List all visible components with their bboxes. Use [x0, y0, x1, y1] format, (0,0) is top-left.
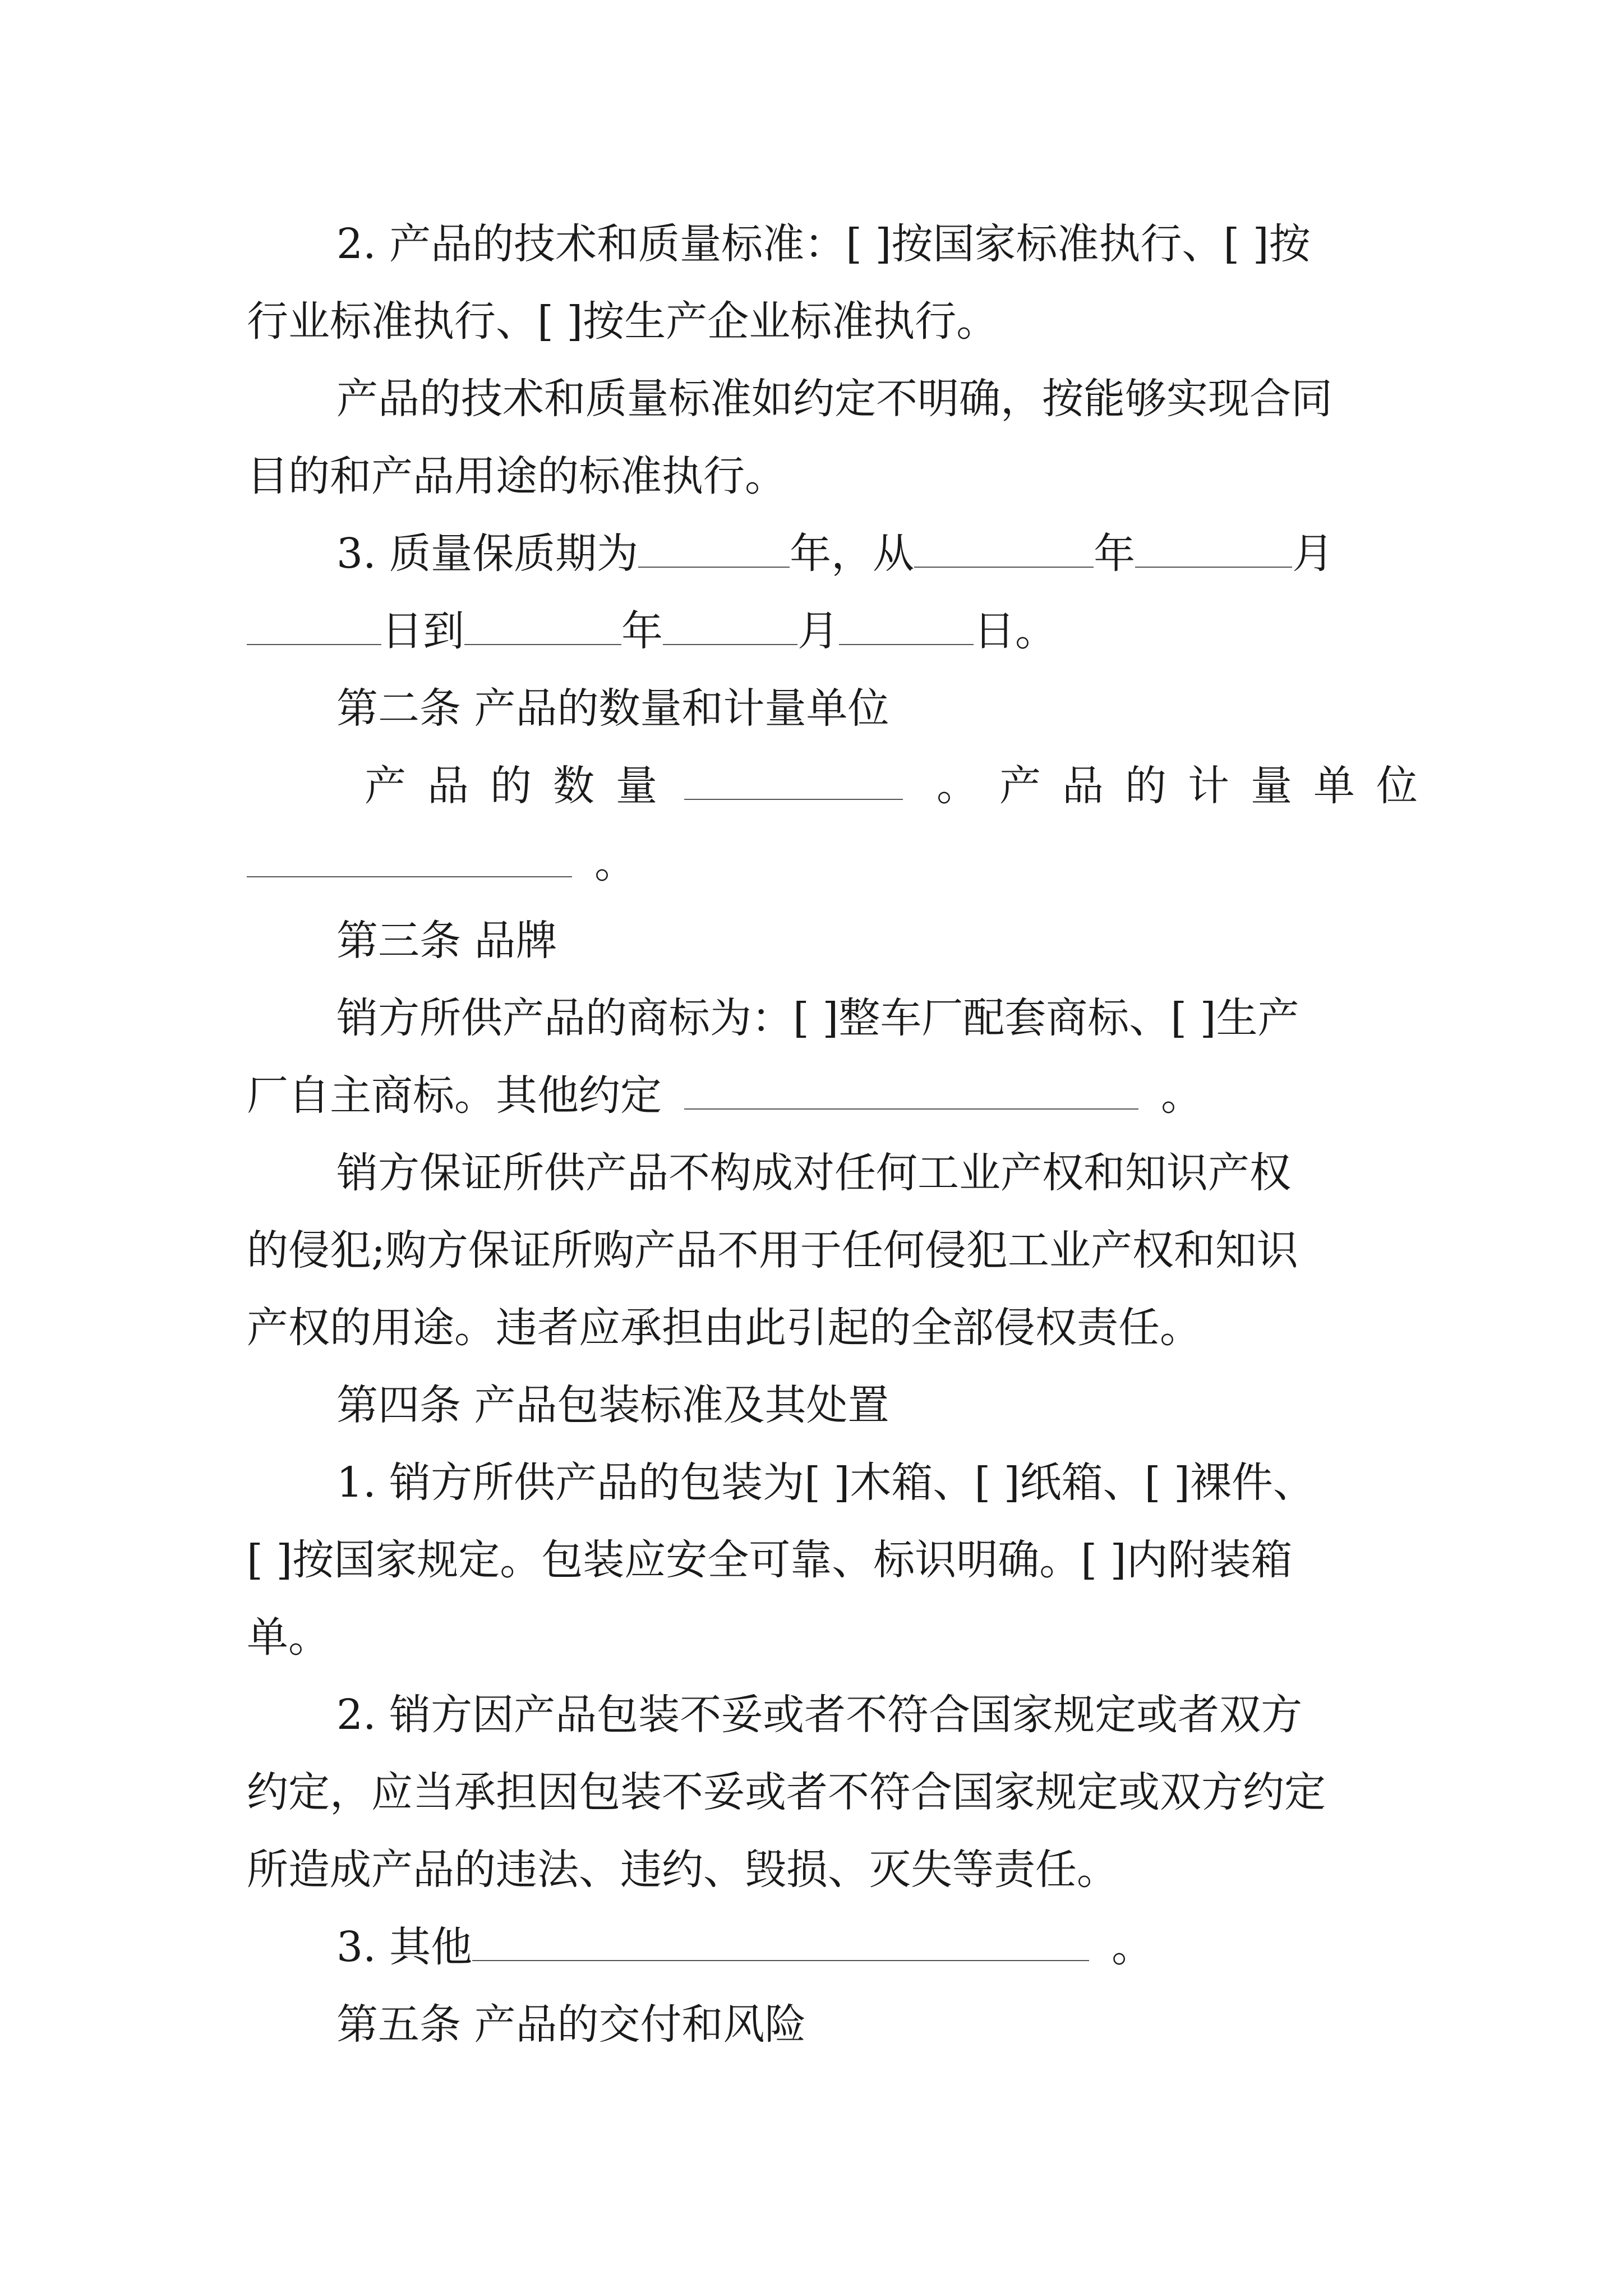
ip-clause-cont-1: 的侵犯;购方保证所购产品不用于任何侵犯工业产权和知识	[247, 1226, 1298, 1274]
other-agreement-blank[interactable]	[684, 1069, 1138, 1110]
quality-standard-note: 产品的技术和质量标准如约定不明确，按能够实现合同	[336, 375, 1332, 423]
start-day-unit: 日到	[381, 607, 464, 655]
warranty-label: 3. 质量保质期为	[336, 530, 639, 578]
article-5-heading: 第五条 产品的交付和风险	[336, 2000, 806, 2049]
end-day-unit: 日。	[974, 607, 1057, 655]
start-year-blank[interactable]	[914, 527, 1094, 568]
other-blank[interactable]	[472, 1921, 1089, 1961]
end-year-unit: 年	[621, 607, 663, 655]
quality-standard-clause: 2. 产品的技术和质量标准：[ ]按国家标准执行、[ ]按	[336, 220, 1311, 268]
trademark-clause-cont	[247, 1068, 1380, 1124]
unit-period: 。	[594, 839, 636, 887]
ip-clause-cont-2: 产权的用途。违者应承担由此引起的全部侵权责任。	[247, 1304, 1201, 1352]
start-month-unit: 月	[1292, 530, 1334, 578]
quantity-clause	[365, 758, 1439, 814]
unit-label: 。产品的计量单位	[937, 762, 1439, 810]
end-month-blank[interactable]	[663, 605, 797, 645]
warranty-years-blank[interactable]	[638, 527, 790, 568]
quality-standard-note-cont: 目的和产品用途的标准执行。	[247, 452, 786, 500]
quality-standard-clause-cont: 行业标准执行、[ ]按生产企业标准执行。	[247, 297, 998, 346]
quantity-label: 产品的数量	[365, 762, 679, 810]
warranty-period-clause-cont	[247, 603, 1380, 659]
warranty-years-unit: 年，从	[790, 530, 915, 578]
other-label: 3. 其他	[336, 1923, 473, 1971]
end-day-blank[interactable]	[839, 605, 974, 645]
packaging-clause-1-end: 单。	[247, 1613, 330, 1662]
other-agreement-label: 厂自主商标。其他约定	[247, 1071, 662, 1120]
packaging-clause-2: 2. 销方因产品包装不妥或者不符合国家规定或者双方	[336, 1691, 1303, 1739]
packaging-clause-2-cont: 约定，应当承担因包装不妥或者不符合国家规定或双方约定	[247, 1768, 1326, 1816]
other-agreement-period: 。	[1161, 1071, 1202, 1120]
start-year-unit: 年	[1094, 530, 1136, 578]
packaging-clause-3	[336, 1919, 1380, 1975]
other-period: 。	[1112, 1923, 1154, 1971]
start-day-blank[interactable]	[247, 605, 381, 645]
packaging-clause-1-cont: [ ]按国家规定。包装应安全可靠、标识明确。[ ]内附装箱	[247, 1536, 1293, 1584]
unit-blank[interactable]	[247, 837, 572, 877]
quantity-clause-cont	[247, 835, 1380, 891]
trademark-clause: 销方所供产品的商标为：[ ]整车厂配套商标、[ ]生产	[336, 994, 1299, 1042]
packaging-clause-2-end: 所造成产品的违法、违约、毁损、灭失等责任。	[247, 1846, 1118, 1894]
packaging-clause-1: 1. 销方所供产品的包装为[ ]木箱、[ ]纸箱、[ ]裸件、	[336, 1458, 1315, 1507]
end-year-blank[interactable]	[464, 605, 621, 645]
ip-clause: 销方保证所供产品不构成对任何工业产权和知识产权	[336, 1149, 1291, 1197]
article-4-heading: 第四条 产品包装标准及其处置	[336, 1381, 889, 1429]
quantity-blank[interactable]	[684, 760, 903, 800]
warranty-period-clause	[336, 526, 1380, 582]
article-2-heading: 第二条 产品的数量和计量单位	[336, 684, 889, 733]
start-month-blank[interactable]	[1135, 527, 1292, 568]
end-month-unit: 月	[797, 607, 839, 655]
article-3-heading: 第三条 品牌	[336, 917, 557, 965]
